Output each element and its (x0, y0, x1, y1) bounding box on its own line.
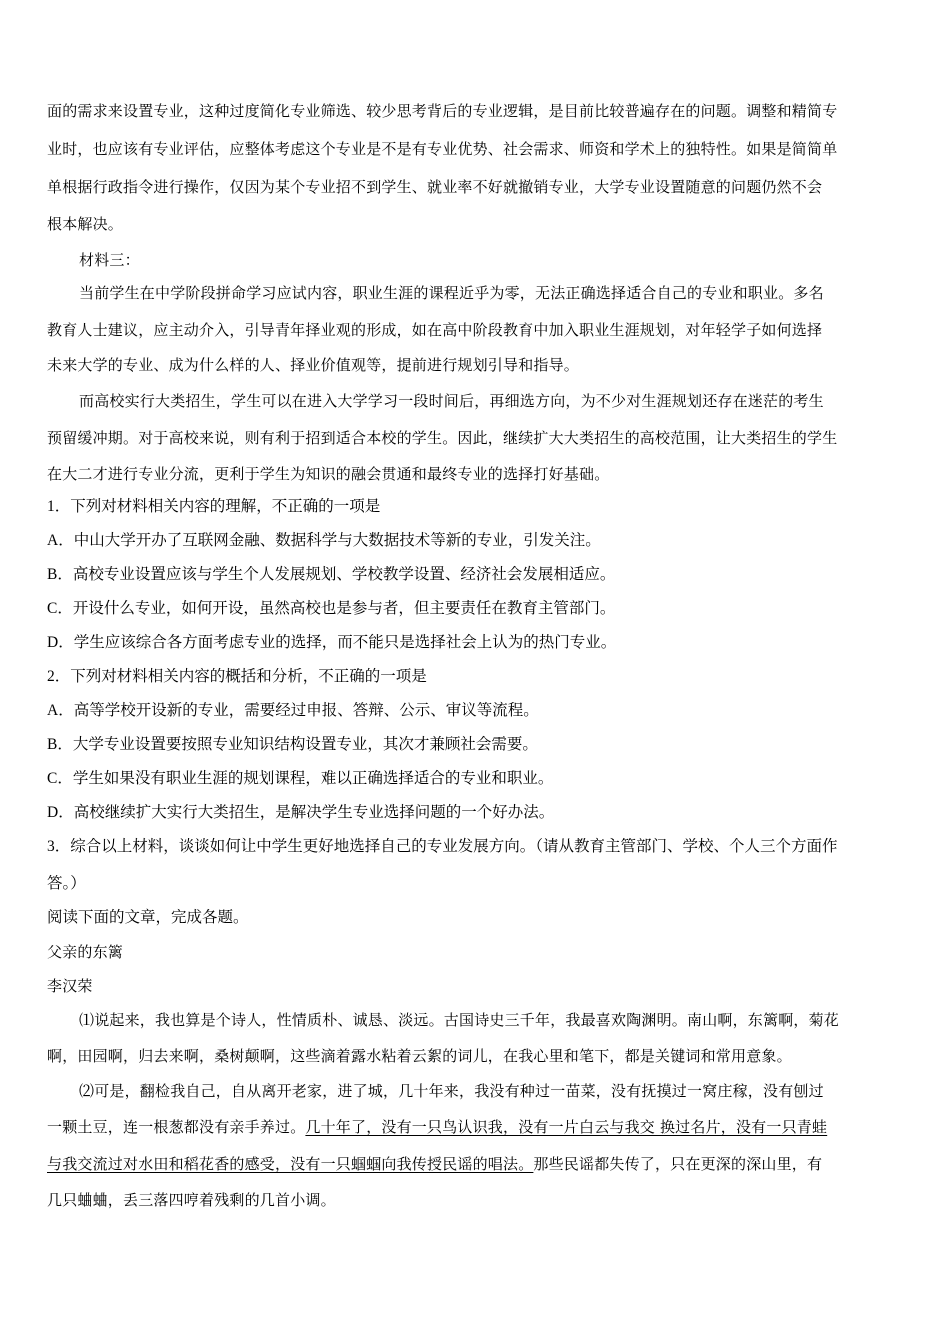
question-2-stem: 2．下列对材料相关内容的概括和分析，不正确的一项是 (47, 668, 427, 685)
question-3-line-2: 答。） (47, 875, 86, 892)
material3-p1-line-2: 教育人士建议，应主动介入，引导青年择业观的形成，如在高中阶段教育中加入职业生涯规划，对年轻学子如何选择 (47, 321, 823, 339)
question-3-line-1: 3．综合以上材料，谈谈如何让中学生更好地选择自己的专业发展方向。（请从教育主管部门、学校、个人三个方面作 (47, 838, 838, 855)
paragraph-2-text: 一颗土豆，连一根葱都没有亲手养过。 (47, 1118, 306, 1136)
reading-instruction: 阅读下面的文章，完成各题。 (47, 909, 249, 926)
paragraph-2-line-3 (47, 1154, 907, 1174)
paragraph-1-line-1: ⑴说起来，我也算是个诗人，性情质朴、诚恳、淡远。古国诗史三千年，我最喜欢陶渊明。南山啊，东篱啊，菊花 (79, 1011, 840, 1029)
paragraph-1-line-2: 啊，田园啊，归去来啊，桑树颠啊，这些滴着露水粘着云絮的词儿，在我心里和笔下，都是关键词和常用意象。 (47, 1047, 792, 1065)
paragraph-2-text: 那些民谣都失传了，只在更深的深山里，有 (533, 1155, 823, 1173)
material3-p2-line-2: 预留缓冲期。对于高校来说，则有利于招到适合本校的学生。因此，继续扩大大类招生的高校范围，让大类招生的学生 (47, 429, 838, 447)
material3-p2-line-1: 而高校实行大类招生，学生可以在进入大学学习一段时间后，再细选方向，为不少对生涯规划还存在迷茫的考生 (79, 392, 824, 410)
essay-author: 李汉荣 (47, 977, 93, 995)
material2-line-1: 面的需求来设置专业，这种过度简化专业筛选、较少思考背后的专业逻辑，是目前比较普遍存在的问题。调整和精简专 (47, 102, 838, 120)
question-2-option-a: A．高等学校开设新的专业，需要经过申报、答辩、公示、审议等流程。 (47, 702, 539, 719)
material3-heading: 材料三： (79, 251, 140, 269)
question-1-option-d: D．学生应该综合各方面考虑专业的选择，而不能只是选择社会上认为的热门专业。 (47, 634, 617, 651)
material2-line-4: 根本解决。 (47, 215, 124, 233)
question-1-option-b: B．高校专业设置应该与学生个人发展规划、学校教学设置、经济社会发展相适应。 (47, 566, 616, 583)
question-1-option-c: C．开设什么专业，如何开设，虽然高校也是参与者，但主要责任在教育主管部门。 (47, 600, 616, 617)
question-2-option-b: B．大学专业设置要按照专业知识结构设置专业，其次才兼顾社会需要。 (47, 736, 538, 753)
question-1-stem: 1．下列对材料相关内容的理解，不正确的一项是 (47, 498, 381, 515)
question-2-option-c: C．学生如果没有职业生涯的规划课程，难以正确选择适合的专业和职业。 (47, 770, 554, 787)
material3-p1-line-3: 未来大学的专业、成为什么样的人、择业价值观等，提前进行规划引导和指导。 (47, 356, 580, 374)
paragraph-2-line-1: ⑵可是，翻检我自己，自从离开老家，进了城，几十年来，我没有种过一苗菜，没有抚摸过一窝庄稼，没有刨过 (79, 1082, 824, 1100)
material3-p2-line-3: 在大二才进行专业分流，更利于学生为知识的融会贯通和最终专业的选择打好基础。 (47, 465, 610, 483)
underlined-sentence: 几十年了，没有一只鸟认识我，没有一片白云与我交 换过名片，没有一只青蛙 (305, 1118, 828, 1136)
material2-line-3: 单根据行政指令进行操作，仅因为某个专业招不到学生、就业率不好就撤销专业，大学专业设置随意的问题仍然不会 (47, 178, 823, 196)
material3-p1-line-1: 当前学生在中学阶段拼命学习应试内容，职业生涯的课程近乎为零，无法正确选择适合自己的专业和职业。多名 (79, 284, 824, 302)
material2-line-2: 业时，也应该有专业评估，应整体考虑这个专业是不是有专业优势、社会需求、师资和学术上的独特性。如果是简简单 (47, 140, 838, 158)
underlined-sentence: 与我交流过对水田和稻花香的感受，没有一只蝈蝈向我传授民谣的唱法。 (47, 1155, 534, 1173)
paragraph-2-line-4: 几只蛐蛐，丢三落四哼着残剩的几首小调。 (47, 1191, 336, 1209)
question-2-option-d: D．高校继续扩大实行大类招生，是解决学生专业选择问题的一个好办法。 (47, 804, 555, 821)
question-1-option-a: A．中山大学开办了互联网金融、数据科学与大数据技术等新的专业，引发关注。 (47, 532, 601, 549)
essay-title: 父亲的东篱 (47, 943, 124, 961)
paragraph-2-line-2 (47, 1117, 907, 1137)
